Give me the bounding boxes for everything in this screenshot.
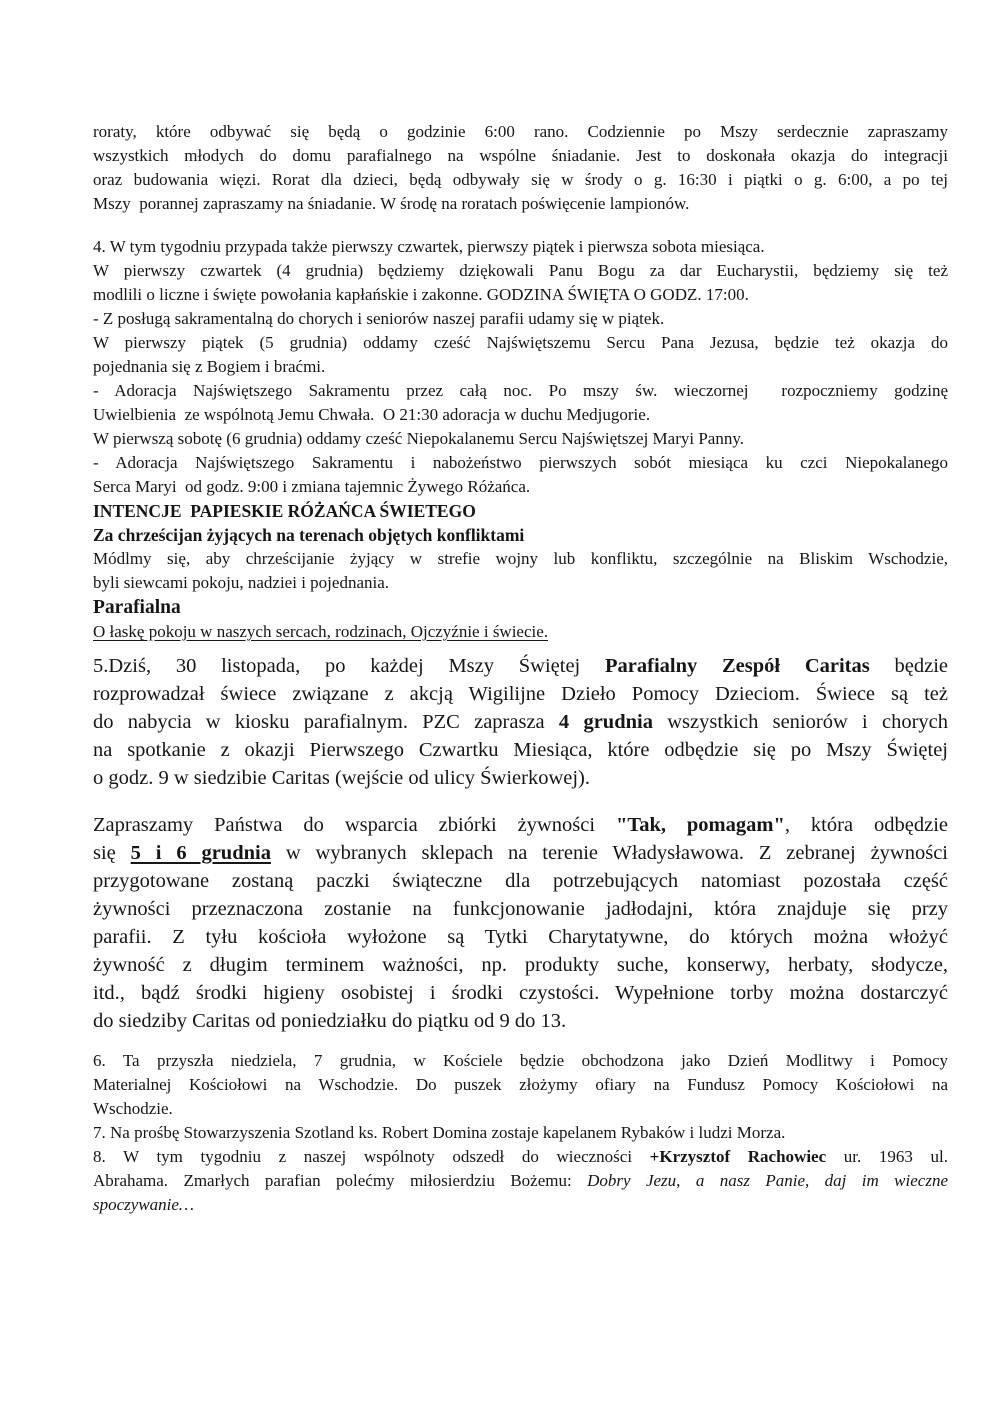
paragraph-saturday-adoration — [93, 451, 948, 499]
paragraph-parish-intention — [93, 620, 948, 644]
text-run: Parafialna — [93, 597, 181, 618]
text-run: żywność z długim terminem ważności, np. produkty suche, konserwy, herbaty, słodycze, — [93, 954, 948, 976]
text-line — [93, 475, 948, 499]
text-line — [93, 168, 948, 192]
text-run: , która odbędzie — [784, 814, 948, 836]
text-line — [93, 620, 948, 644]
text-line — [93, 403, 948, 427]
text-run: itd., bądź środki higieny osobistej i środki czystości. Wypełnione torby można dostarczyć — [93, 982, 948, 1004]
text-run: oraz budowania więzi. Rorat dla dzieci, będą odbywały się w środy o g. 16:30 i piątki o g. 6:00, a po tej — [93, 170, 948, 189]
text-line — [93, 144, 948, 168]
text-run: - Adoracja Najświętszego Sakramentu przez całą noc. Po mszy św. wieczornej rozpoczniemy godzinę — [93, 381, 948, 400]
text-run: rozprowadzał świece związane z akcją Wigilijne Dzieło Pomocy Dzieciom. Świece są też — [93, 683, 948, 705]
text-line — [93, 307, 948, 331]
paragraph-first-saturday — [93, 427, 948, 451]
text-run: W pierwszą sobotę (6 grudnia) oddamy cześć Niepokalanemu Sercu Najświętszej Maryi Panny. — [93, 429, 744, 448]
text-run: modlili o liczne i święte powołania kapłańskie i zakonne. GODZINA ŚWIĘTA O GODZ. 17:00. — [93, 285, 749, 304]
text-run: Materialnej Kościołowi na Wschodzie. Do puszek złożymy ofiary na Fundusz Pomocy Kościołowi na — [93, 1075, 948, 1094]
text-line — [93, 427, 948, 451]
text-line — [93, 652, 948, 680]
text-run: - Z posługą sakramentalną do chorych i seniorów naszej parafii udamy się w piątek. — [93, 309, 665, 328]
text-line — [93, 951, 948, 979]
paragraph-caritas-candles — [93, 652, 948, 792]
text-line — [93, 355, 948, 379]
text-line — [93, 895, 948, 923]
paragraph-fishermen-chaplain — [93, 1121, 948, 1145]
paragraph-roraty — [93, 120, 948, 216]
text-line — [93, 331, 948, 355]
text-run: żywności przeznaczona zostanie na funkcjonowanie jadłodajni, która znajduje się przy — [93, 898, 948, 920]
text-line — [93, 1097, 948, 1121]
text-line — [93, 283, 948, 307]
text-run: 5 i 6 grudnia — [130, 842, 271, 864]
heading-parafialna — [93, 595, 948, 620]
text-line — [93, 379, 948, 403]
text-run: o godz. 9 w siedzibie Caritas (wejście od ulicy Świerkowej). — [93, 767, 590, 789]
heading-conflict-intention — [93, 523, 948, 547]
text-line — [93, 811, 948, 839]
text-run: do nabycia w kiosku parafialnym. PZC zaprasza — [93, 711, 559, 733]
text-line — [93, 979, 948, 1007]
text-run: - Adoracja Najświętszego Sakramentu i nabożeństwo pierwszych sobót miesiąca ku czci Niepokalanego — [93, 453, 948, 472]
text-run: przygotowane zostaną paczki świąteczne dla potrzebujących natomiast pozostała część — [93, 870, 948, 892]
paragraph-conflict-prayer — [93, 547, 948, 595]
text-line — [93, 235, 948, 259]
text-line — [93, 523, 948, 547]
text-run: Zapraszamy Państwa do wsparcia zbiórki żywności — [93, 814, 617, 836]
text-run: Serca Maryi od godz. 9:00 i zmiana tajemnic Żywego Różańca. — [93, 477, 531, 496]
text-run: 4. W tym tygodniu przypada także pierwszy czwartek, pierwszy piątek i pierwsza sobota miesiąca. — [93, 237, 765, 256]
text-line — [93, 680, 948, 708]
text-line — [93, 1145, 948, 1169]
text-run: Mszy porannej zapraszamy na śniadanie. W środę na roratach poświęcenie lampionów. — [93, 194, 690, 213]
text-line — [93, 1049, 948, 1073]
paragraph-church-east-day — [93, 1049, 948, 1121]
text-run: "Tak, pomagam" — [616, 814, 785, 836]
text-run: wszystkich seniorów i chorych — [652, 711, 949, 733]
text-line — [93, 764, 948, 792]
text-run: Abrahama. Zmarłych parafian polećmy miłosierdziu Bożemu: — [93, 1171, 588, 1190]
text-line — [93, 1121, 948, 1145]
paragraph-sacramental-visits — [93, 307, 948, 331]
paragraph-4-intro — [93, 235, 948, 259]
text-run: wszystkich młodych do domu parafialnego na wspólne śniadanie. Jest to doskonała okazja do integracji — [93, 146, 948, 165]
text-line — [93, 259, 948, 283]
text-run: Parafialny Zespół Caritas — [605, 655, 870, 677]
text-run: ur. 1963 ul. — [826, 1147, 948, 1166]
text-line — [93, 1007, 948, 1035]
text-run: byli siewcami pokoju, nadziei i pojednania. — [93, 573, 390, 592]
text-run: 6. Ta przyszła niedziela, 7 grudnia, w Kościele będzie obchodzona jako Dzień Modlitwy i Pomocy — [93, 1051, 948, 1070]
text-run: parafii. Z tyłu kościoła wyłożone są Tytki Charytatywne, do których można włożyć — [93, 926, 948, 948]
text-line — [93, 736, 948, 764]
text-run: +Krzysztof Rachowiec — [649, 1147, 827, 1166]
text-line — [93, 839, 948, 867]
text-run: 5.Dziś, 30 listopada, po każdej Mszy Świętej — [93, 655, 605, 677]
text-run: się — [93, 842, 131, 864]
text-line — [93, 499, 948, 523]
text-line — [93, 1193, 948, 1217]
text-run: Uwielbienia ze wspólnotą Jemu Chwała. O 21:30 adoracja w duchu Medjugorie. — [93, 405, 651, 424]
text-run: spoczywanie… — [93, 1195, 195, 1214]
paragraph-first-friday — [93, 331, 948, 379]
text-run: pojednania się z Bogiem i braćmi. — [93, 357, 326, 376]
text-line — [93, 867, 948, 895]
text-run: W pierwszy piątek (5 grudnia) oddamy cześć Najświętszemu Sercu Pana Jezusa, będzie też okazja do — [93, 333, 948, 352]
text-line — [93, 595, 948, 620]
heading-papal-intentions — [93, 499, 948, 523]
text-run: 4 grudnia — [558, 711, 653, 733]
text-run: Za chrześcijan żyjących na terenach objętych konfliktami — [93, 525, 525, 545]
text-run: 7. Na prośbę Stowarzyszenia Szotland ks. Robert Domina zostaje kapelanem Rybaków i ludzi Morza. — [93, 1123, 786, 1142]
text-run: roraty, które odbywać się będą o godzinie 6:00 rano. Codziennie po Mszy serdecznie zapraszamy — [93, 122, 948, 141]
text-line — [93, 120, 948, 144]
text-run: O łaskę pokoju w naszych sercach, rodzinach, Ojczyźnie i świecie. — [93, 622, 549, 641]
text-run: do siedziby Caritas od poniedziałku do piątku od 9 do 13. — [93, 1010, 567, 1032]
text-run: Dobry Jezu, a nasz Panie, daj im wieczne — [587, 1171, 948, 1190]
text-line — [93, 708, 948, 736]
paragraph-food-collection — [93, 811, 948, 1035]
text-run: Wschodzie. — [93, 1099, 173, 1118]
paragraph-deceased — [93, 1145, 948, 1217]
text-run: na spotkanie z okazji Pierwszego Czwartku Miesiąca, które odbędzie się po Mszy Świętej — [93, 739, 948, 761]
text-line — [93, 571, 948, 595]
text-line — [93, 192, 948, 216]
text-run: będzie — [869, 655, 948, 677]
text-run: w wybranych sklepach na terenie Władysławowa. Z zebranej żywności — [270, 842, 948, 864]
text-run: W pierwszy czwartek (4 grudnia) będziemy dziękowali Panu Bogu za dar Eucharystii, będziemy się też — [93, 261, 948, 280]
text-run: 8. W tym tygodniu z naszej wspólnoty odszedł do wieczności — [93, 1147, 650, 1166]
text-run: Módlmy się, aby chrześcijanie żyjący w strefie wojny lub konfliktu, szczególnie na Bliskim Wschodzie, — [93, 549, 948, 568]
paragraph-first-thursday — [93, 259, 948, 307]
text-line — [93, 547, 948, 571]
text-line — [93, 1169, 948, 1193]
paragraph-night-adoration — [93, 379, 948, 427]
text-line — [93, 923, 948, 951]
text-run: INTENCJE PAPIESKIE RÓŻAŃCA ŚWIETEGO — [93, 501, 476, 521]
text-line — [93, 1073, 948, 1097]
text-line — [93, 451, 948, 475]
